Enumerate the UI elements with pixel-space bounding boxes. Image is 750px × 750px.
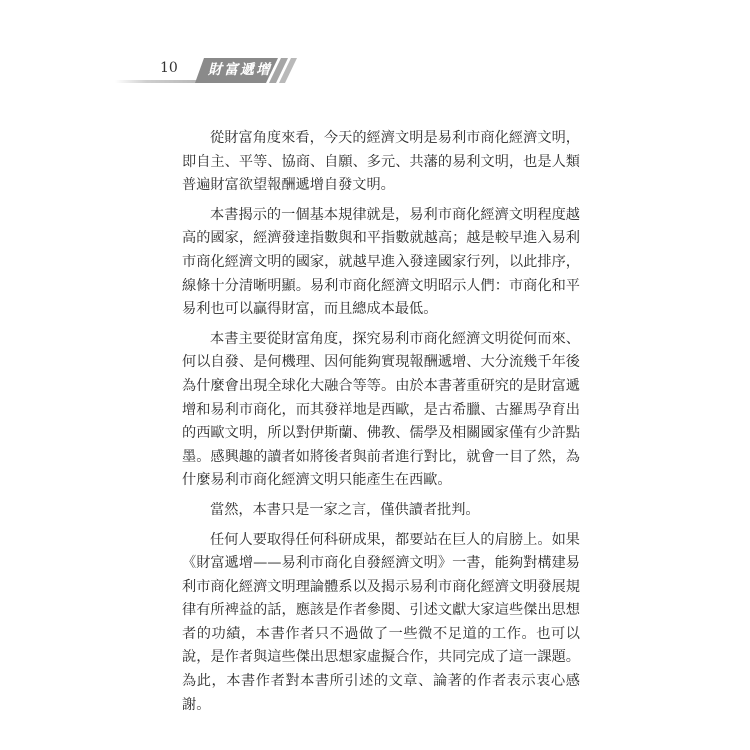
chapter-title: 財富遞增 (208, 62, 272, 78)
page-header (0, 0, 750, 100)
paragraph: 從財富角度來看，今天的經濟文明是易利市商化經濟文明，即自主、平等、協商、自願、多元、共藩的易利文明，也是人類普遍財富欲望報酬遞增自發文明。 (182, 130, 580, 194)
paragraph: 本書揭示的一個基本規律就是，易利市商化經濟文明程度越高的國家，經濟發達指數與和平指數就越高；越是較早進入易利市商化經濟文明的國家，就越早進入發達國家行列，以此排序，線條十分清晰明顯。易利市商化經濟文明昭示人們：市商化和平易利也可以贏得財富，而且總成本最低。 (182, 206, 580, 318)
header-rule (115, 80, 205, 83)
header-decoration (0, 0, 750, 100)
page-number: 10 (160, 60, 178, 76)
paragraph: 任何人要取得任何科研成果，都要站在巨人的肩膀上。如果《財富遞增——易利市商化自發經濟文明》一書，能夠對構建易利市商化經濟文明理論體系以及揭示易利市商化經濟文明發展規律有所裨益的話，應該是作者參閱、引述文獻大家這些傑出思想者的功績，本書作者只不過做了一些微不足道的工作。也可以說，是作者與這些傑出思想家虛擬合作，共同完成了這一課題。為此，本書作者對本書所引述的文章、論著的作者表示衷心感謝。 (182, 531, 580, 713)
paragraph: 當然，本書只是一家之言，僅供讀者批判。 (210, 501, 480, 518)
body-text (182, 127, 580, 723)
paragraph: 本書主要從財富角度，探究易利市商化經濟文明從何而來、何以自發、是何機理、因何能夠實現報酬遞增、大分流幾千年後為什麼會出現全球化大融合等等。由於本書著重研究的是財富遞增和易利市商化，而其發祥地是西歐，是古希臘、古羅馬孕育出的西歐文明，所以對伊斯蘭、佛教、儒學及相關國家僅有少許點墨。感興趣的讀者如將後者與前者進行對比，就會一目了然，為什麼易利市商化經濟文明只能產生在西歐。 (182, 330, 580, 489)
